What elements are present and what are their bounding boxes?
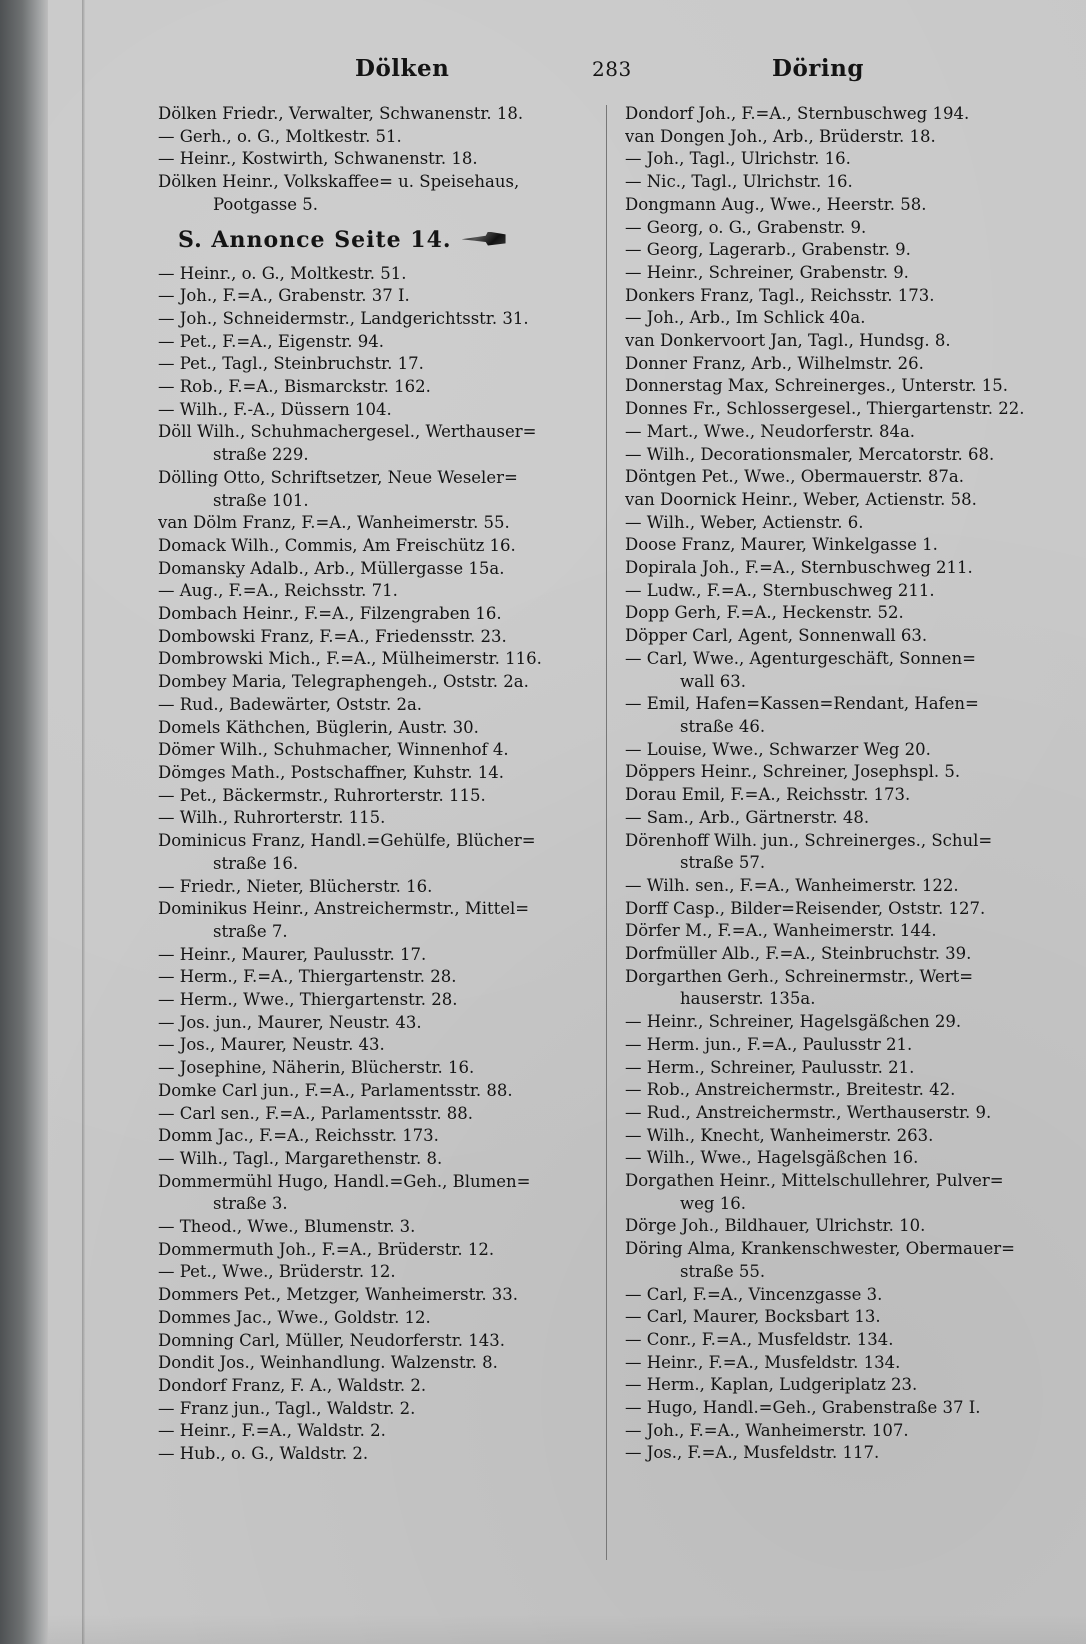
- entry-continuation: [158, 490, 598, 513]
- entry-text: Domack Wilh., Commis, Am Freischütz 16.: [158, 535, 516, 555]
- directory-entry: [158, 1171, 598, 1194]
- entry-text: Dorff Casp., Bilder=Reisender, Oststr. 127.: [625, 898, 986, 918]
- entry-text: — Rob., Anstreichermstr., Breitestr. 42.: [625, 1080, 956, 1100]
- entry-text: — Carl, Maurer, Bocksbart 13.: [625, 1307, 881, 1327]
- directory-entry: [158, 1239, 598, 1262]
- entry-text: Dombowski Franz, F.=A., Friedensstr. 23.: [158, 626, 507, 646]
- entry-text: Domning Carl, Müller, Neudorferstr. 143.: [158, 1330, 506, 1350]
- entry-text: Donkers Franz, Tagl., Reichsstr. 173.: [625, 285, 935, 305]
- directory-entry: [158, 717, 598, 740]
- directory-entry: [625, 1125, 1055, 1148]
- directory-entry: [625, 739, 1055, 762]
- directory-entry: [158, 421, 598, 444]
- entry-text: — Wilh., Knecht, Wanheimerstr. 263.: [625, 1125, 934, 1145]
- directory-entry: [625, 557, 1055, 580]
- entry-text: Dopp Gerh, F.=A., Heckenstr. 52.: [625, 603, 904, 623]
- directory-entry: [158, 944, 598, 967]
- directory-entry: [625, 1102, 1055, 1125]
- directory-entry: [625, 761, 1055, 784]
- entry-text: Döll Wilh., Schuhmachergesel., Werthauser=: [158, 422, 537, 442]
- entry-text: — Georg, Lagerarb., Grabenstr. 9.: [625, 240, 911, 260]
- directory-entry: [625, 285, 1055, 308]
- directory-entry: [625, 875, 1055, 898]
- entry-text: — Heinr., Kostwirth, Schwanenstr. 18.: [158, 149, 478, 169]
- directory-entry: [158, 762, 598, 785]
- entry-text: Pootgasse 5.: [213, 194, 319, 214]
- entry-text: Dondorf Franz, F. A., Waldstr. 2.: [158, 1375, 427, 1395]
- directory-entry: [158, 785, 598, 808]
- entry-text: straße 229.: [213, 445, 309, 465]
- directory-entry: [625, 262, 1055, 285]
- entry-text: — Herm., Wwe., Thiergartenstr. 28.: [158, 990, 458, 1010]
- entry-text: van Dölm Franz, F.=A., Wanheimerstr. 55.: [158, 513, 510, 533]
- directory-entry: [625, 398, 1055, 421]
- directory-entry: [625, 466, 1055, 489]
- entry-text: Domels Käthchen, Büglerin, Austr. 30.: [158, 717, 479, 737]
- directory-entry: [625, 1057, 1055, 1080]
- directory-entry: [158, 1080, 598, 1103]
- directory-entry: [158, 1443, 598, 1466]
- directory-entry: [158, 1375, 598, 1398]
- entry-text: straße 57.: [680, 853, 766, 873]
- directory-entry: [625, 648, 1055, 671]
- entry-text: Dorau Emil, F.=A., Reichsstr. 173.: [625, 785, 911, 805]
- entry-text: Dömer Wilh., Schuhmacher, Winnenhof 4.: [158, 740, 509, 760]
- header-left-keyword: Dölken: [355, 55, 450, 82]
- directory-entry: [158, 399, 598, 422]
- entry-text: straße 7.: [213, 921, 288, 941]
- pointing-hand-icon: [462, 232, 506, 246]
- entry-text: Dongmann Aug., Wwe., Heerstr. 58.: [625, 194, 927, 214]
- gutter-shadow: [82, 0, 85, 1644]
- directory-entry: [158, 148, 598, 171]
- entry-text: — Sam., Arb., Gärtnerstr. 48.: [625, 807, 870, 827]
- directory-entry: [158, 331, 598, 354]
- directory-entry: [158, 1420, 598, 1443]
- directory-entry: [158, 1103, 598, 1126]
- entry-text: wall 63.: [680, 671, 746, 691]
- directory-entry: [625, 444, 1055, 467]
- entry-text: — Joh., Tagl., Ulrichstr. 16.: [625, 149, 851, 169]
- entry-text: — Heinr., F.=A., Waldstr. 2.: [158, 1421, 386, 1441]
- directory-entry: [158, 535, 598, 558]
- directory-entry: [158, 263, 598, 286]
- entry-text: Doose Franz, Maurer, Winkelgasse 1.: [625, 535, 938, 555]
- entry-text: — Friedr., Nieter, Blücherstr. 16.: [158, 876, 433, 896]
- entry-text: — Wilh., Weber, Actienstr. 6.: [625, 512, 864, 532]
- directory-entry: [158, 648, 598, 671]
- directory-entry: [158, 1352, 598, 1375]
- entry-text: Dopirala Joh., F.=A., Sternbuschweg 211.: [625, 558, 973, 578]
- entry-text: van Doornick Heinr., Weber, Actienstr. 58.: [625, 489, 977, 509]
- entry-text: Döppers Heinr., Schreiner, Josephspl. 5.: [625, 762, 961, 782]
- directory-entry: [158, 512, 598, 535]
- entry-text: Döring Alma, Krankenschwester, Obermauer=: [625, 1239, 1015, 1259]
- directory-entry: [158, 103, 598, 126]
- entry-text: — Hub., o. G., Waldstr. 2.: [158, 1444, 369, 1464]
- directory-entry: [625, 171, 1055, 194]
- directory-entry: [625, 580, 1055, 603]
- directory-entry: [625, 1079, 1055, 1102]
- entry-text: straße 16.: [213, 853, 299, 873]
- entry-text: Döpper Carl, Agent, Sonnenwall 63.: [625, 626, 928, 646]
- directory-entry: [625, 512, 1055, 535]
- directory-entry: [158, 285, 598, 308]
- entry-text: straße 101.: [213, 490, 309, 510]
- directory-entry: [158, 171, 598, 194]
- directory-entry: [625, 217, 1055, 240]
- entry-continuation: [158, 853, 598, 876]
- entry-text: — Mart., Wwe., Neudorferstr. 84a.: [625, 421, 916, 441]
- entry-text: — Louise, Wwe., Schwarzer Weg 20.: [625, 739, 931, 759]
- directory-entry: [625, 1034, 1055, 1057]
- directory-entry: [625, 489, 1055, 512]
- entry-text: Dominikus Heinr., Anstreichermstr., Mittel=: [158, 899, 530, 919]
- entry-text: — Conr., F.=A., Musfeldstr. 134.: [625, 1329, 894, 1349]
- directory-entry: [158, 580, 598, 603]
- directory-entry: [158, 467, 598, 490]
- directory-entry: [158, 830, 598, 853]
- entry-text: — Heinr., o. G., Moltkestr. 51.: [158, 263, 407, 283]
- entry-text: — Theod., Wwe., Blumenstr. 3.: [158, 1217, 416, 1237]
- entry-continuation: [158, 1193, 598, 1216]
- entry-text: — Wilh., F.-A., Düssern 104.: [158, 399, 392, 419]
- entry-text: Dondorf Joh., F.=A., Sternbuschweg 194.: [625, 104, 970, 123]
- entry-text: — Herm., Kaplan, Ludgeriplatz 23.: [625, 1375, 918, 1395]
- entry-text: Dommermuth Joh., F.=A., Brüderstr. 12.: [158, 1239, 495, 1259]
- entry-text: — Heinr., Schreiner, Grabenstr. 9.: [625, 262, 909, 282]
- entry-text: — Wilh., Tagl., Margarethenstr. 8.: [158, 1148, 443, 1168]
- directory-entry: [625, 1306, 1055, 1329]
- entry-text: Donnes Fr., Schlossergesel., Thiergartenstr. 22.: [625, 399, 1025, 419]
- entry-text: — Joh., Arb., Im Schlick 40a.: [625, 308, 866, 328]
- directory-entry: [625, 148, 1055, 171]
- entry-text: Dommes Jac., Wwe., Goldstr. 12.: [158, 1307, 431, 1327]
- directory-entry: [158, 1398, 598, 1421]
- directory-entry: [158, 1261, 598, 1284]
- directory-entry: [625, 307, 1055, 330]
- directory-entry: [625, 330, 1055, 353]
- directory-entry: [158, 1330, 598, 1353]
- entry-text: Dombach Heinr., F.=A., Filzengraben 16.: [158, 604, 502, 624]
- entry-text: — Wilh., Decorationsmaler, Mercatorstr. 68.: [625, 444, 995, 464]
- entry-text: — Rud., Anstreichermstr., Werthauserstr. 9.: [625, 1102, 992, 1122]
- entry-text: Dölling Otto, Schriftsetzer, Neue Weseler=: [158, 467, 518, 487]
- entry-continuation: [625, 852, 1055, 875]
- entry-text: — Jos., Maurer, Neustr. 43.: [158, 1035, 385, 1055]
- directory-entry: [625, 194, 1055, 217]
- directory-entry: [158, 1284, 598, 1307]
- entry-text: — Hugo, Handl.=Geh., Grabenstraße 37 I.: [625, 1398, 981, 1418]
- header-right-keyword: Döring: [772, 55, 864, 82]
- entry-text: Dombey Maria, Telegraphengeh., Oststr. 2a.: [158, 672, 529, 692]
- entry-text: Dorfmüller Alb., F.=A., Steinbruchstr. 39.: [625, 944, 972, 964]
- directory-entry: [158, 1012, 598, 1035]
- entry-text: van Donkervoort Jan, Tagl., Hundsg. 8.: [625, 331, 951, 351]
- entry-text: — Georg, o. G., Grabenstr. 9.: [625, 217, 867, 237]
- directory-entry: [625, 375, 1055, 398]
- entry-text: — Pet., F.=A., Eigenstr. 94.: [158, 331, 385, 351]
- directory-entry: [625, 1215, 1055, 1238]
- directory-entry: [625, 1238, 1055, 1261]
- directory-entry: [625, 1420, 1055, 1443]
- entry-text: — Rud., Badewärter, Oststr. 2a.: [158, 694, 423, 714]
- directory-entry: [158, 739, 598, 762]
- directory-entry: [625, 1284, 1055, 1307]
- book-binding-edge: [0, 0, 48, 1644]
- directory-entry: [625, 693, 1055, 716]
- directory-entry: [625, 1442, 1055, 1465]
- directory-entry: [158, 353, 598, 376]
- entry-text: — Pet., Wwe., Brüderstr. 12.: [158, 1262, 396, 1282]
- entry-text: Dominicus Franz, Handl.=Gehülfe, Blücher=: [158, 831, 536, 851]
- advertisement-notice: [158, 217, 598, 263]
- page-shade: [48, 1614, 1086, 1644]
- entry-text: Dorgarthen Gerh., Schreinermstr., Wert=: [625, 966, 974, 986]
- directory-entry: [625, 1170, 1055, 1193]
- entry-text: — Wilh., Wwe., Hagelsgäßchen 16.: [625, 1148, 919, 1168]
- entry-text: Dörfer M., F.=A., Wanheimerstr. 144.: [625, 921, 937, 941]
- entry-text: — Joh., F.=A., Grabenstr. 37 I.: [158, 286, 410, 306]
- entry-text: straße 55.: [680, 1261, 766, 1281]
- entry-text: van Dongen Joh., Arb., Brüderstr. 18.: [625, 126, 936, 146]
- directory-entry: [625, 966, 1055, 989]
- left-column: [158, 103, 598, 1583]
- entry-text: — Josephine, Näherin, Blücherstr. 16.: [158, 1058, 475, 1078]
- entry-text: — Herm. jun., F.=A., Paulusstr 21.: [625, 1034, 913, 1054]
- entry-text: — Wilh., Ruhrorterstr. 115.: [158, 808, 386, 828]
- directory-entry: [158, 1125, 598, 1148]
- entry-text: Dölken Heinr., Volkskaffee= u. Speisehaus,: [158, 172, 520, 192]
- directory-entry: [158, 694, 598, 717]
- entry-text: — Gerh., o. G., Moltkestr. 51.: [158, 126, 402, 146]
- directory-entry: [625, 807, 1055, 830]
- directory-entry: [158, 671, 598, 694]
- directory-entry: [158, 1057, 598, 1080]
- entry-text: Dörenhoff Wilh. jun., Schreinerges., Schul=: [625, 830, 993, 850]
- directory-entry: [625, 421, 1055, 444]
- entry-text: Domm Jac., F.=A., Reichsstr. 173.: [158, 1126, 439, 1146]
- entry-text: Dorgathen Heinr., Mittelschullehrer, Pulver=: [625, 1171, 1004, 1191]
- entry-text: — Ludw., F.=A., Sternbuschweg 211.: [625, 580, 935, 600]
- directory-entry: [625, 534, 1055, 557]
- directory-entry: [158, 1034, 598, 1057]
- entry-text: weg 16.: [680, 1193, 746, 1213]
- directory-entry: [158, 558, 598, 581]
- entry-text: Dömges Math., Postschaffner, Kuhstr. 14.: [158, 762, 505, 782]
- entry-text: — Nic., Tagl., Ulrichstr. 16.: [625, 172, 853, 192]
- directory-entry: [625, 943, 1055, 966]
- right-column: [625, 103, 1055, 1583]
- entry-text: — Joh., F.=A., Wanheimerstr. 107.: [625, 1420, 909, 1440]
- directory-entry: [625, 239, 1055, 262]
- entry-text: — Heinr., Maurer, Paulusstr. 17.: [158, 944, 427, 964]
- entry-text: — Heinr., F.=A., Musfeldstr. 134.: [625, 1352, 901, 1372]
- entry-continuation: [158, 444, 598, 467]
- entry-text: Dommers Pet., Metzger, Wanheimerstr. 33.: [158, 1285, 519, 1305]
- entry-text: — Carl, F.=A., Vincenzgasse 3.: [625, 1284, 883, 1304]
- entry-text: — Rob., F.=A., Bismarckstr. 162.: [158, 377, 431, 397]
- entry-text: Dondit Jos., Weinhandlung. Walzenstr. 8.: [158, 1353, 498, 1373]
- entry-text: — Heinr., Schreiner, Hagelsgäßchen 29.: [625, 1012, 962, 1032]
- entry-text: Dombrowski Mich., F.=A., Mülheimerstr. 116.: [158, 649, 542, 669]
- directory-entry: [625, 1011, 1055, 1034]
- directory-entry: [158, 807, 598, 830]
- directory-entry: [625, 830, 1055, 853]
- page-number: 283: [592, 57, 632, 81]
- directory-entry: [158, 126, 598, 149]
- entry-text: — Jos. jun., Maurer, Neustr. 43.: [158, 1012, 422, 1032]
- entry-continuation: [625, 1193, 1055, 1216]
- entry-text: — Herm., F.=A., Thiergartenstr. 28.: [158, 967, 457, 987]
- directory-entry: [625, 353, 1055, 376]
- entry-text: — Wilh. sen., F.=A., Wanheimerstr. 122.: [625, 875, 959, 895]
- entry-text: Domke Carl jun., F.=A., Parlamentsstr. 88.: [158, 1080, 513, 1100]
- entry-text: — Emil, Hafen=Kassen=Rendant, Hafen=: [625, 694, 979, 714]
- entry-text: — Aug., F.=A., Reichsstr. 71.: [158, 581, 398, 601]
- directory-entry: [158, 966, 598, 989]
- entry-text: — Joh., Schneidermstr., Landgerichtsstr. 31.: [158, 308, 529, 328]
- directory-entry: [625, 784, 1055, 807]
- directory-entry: [625, 1147, 1055, 1170]
- column-divider: [606, 105, 607, 1560]
- entry-text: straße 3.: [213, 1194, 288, 1214]
- directory-entry: [158, 603, 598, 626]
- entry-text: — Pet., Tagl., Steinbruchstr. 17.: [158, 354, 424, 374]
- entry-text: hauserstr. 135a.: [680, 989, 816, 1009]
- directory-entry: [625, 898, 1055, 921]
- entry-continuation: [625, 1261, 1055, 1284]
- directory-entry: [625, 602, 1055, 625]
- directory-entry: [625, 1329, 1055, 1352]
- directory-entry: [158, 898, 598, 921]
- entry-text: straße 46.: [680, 716, 766, 736]
- entry-text: — Jos., F.=A., Musfeldstr. 117.: [625, 1443, 880, 1463]
- entry-text: Dommermühl Hugo, Handl.=Geh., Blumen=: [158, 1171, 531, 1191]
- directory-entry: [625, 1352, 1055, 1375]
- directory-entry: [158, 308, 598, 331]
- entry-text: — Carl sen., F.=A., Parlamentsstr. 88.: [158, 1103, 474, 1123]
- entry-text: Döntgen Pet., Wwe., Obermauerstr. 87a.: [625, 467, 964, 487]
- entry-text: Domansky Adalb., Arb., Müllergasse 15a.: [158, 558, 505, 578]
- entry-text: Donnerstag Max, Schreinerges., Unterstr. 15.: [625, 376, 1008, 396]
- directory-entry: [625, 920, 1055, 943]
- entry-text: Dölken Friedr., Verwalter, Schwanenstr. 18.: [158, 104, 524, 123]
- entry-text: S. Annonce Seite 14.: [178, 226, 452, 253]
- directory-entry: [158, 1307, 598, 1330]
- directory-entry: [625, 103, 1055, 126]
- directory-entry: [158, 1148, 598, 1171]
- directory-entry: [625, 625, 1055, 648]
- directory-entry: [158, 989, 598, 1012]
- directory-entry: [625, 126, 1055, 149]
- entry-text: — Pet., Bäckermstr., Ruhrorterstr. 115.: [158, 785, 486, 805]
- entry-continuation: [158, 194, 598, 217]
- entry-continuation: [625, 716, 1055, 739]
- directory-entry: [625, 1397, 1055, 1420]
- directory-entry: [158, 1216, 598, 1239]
- entry-continuation: [625, 671, 1055, 694]
- entry-text: — Franz jun., Tagl., Waldstr. 2.: [158, 1398, 416, 1418]
- directory-entry: [625, 1374, 1055, 1397]
- entry-continuation: [158, 921, 598, 944]
- entry-text: — Carl, Wwe., Agenturgeschäft, Sonnen=: [625, 648, 976, 668]
- entry-text: Dörge Joh., Bildhauer, Ulrichstr. 10.: [625, 1216, 926, 1236]
- entry-continuation: [625, 988, 1055, 1011]
- directory-entry: [158, 876, 598, 899]
- directory-entry: [158, 626, 598, 649]
- entry-text: Donner Franz, Arb., Wilhelmstr. 26.: [625, 353, 924, 373]
- entry-text: — Herm., Schreiner, Paulusstr. 21.: [625, 1057, 915, 1077]
- directory-entry: [158, 376, 598, 399]
